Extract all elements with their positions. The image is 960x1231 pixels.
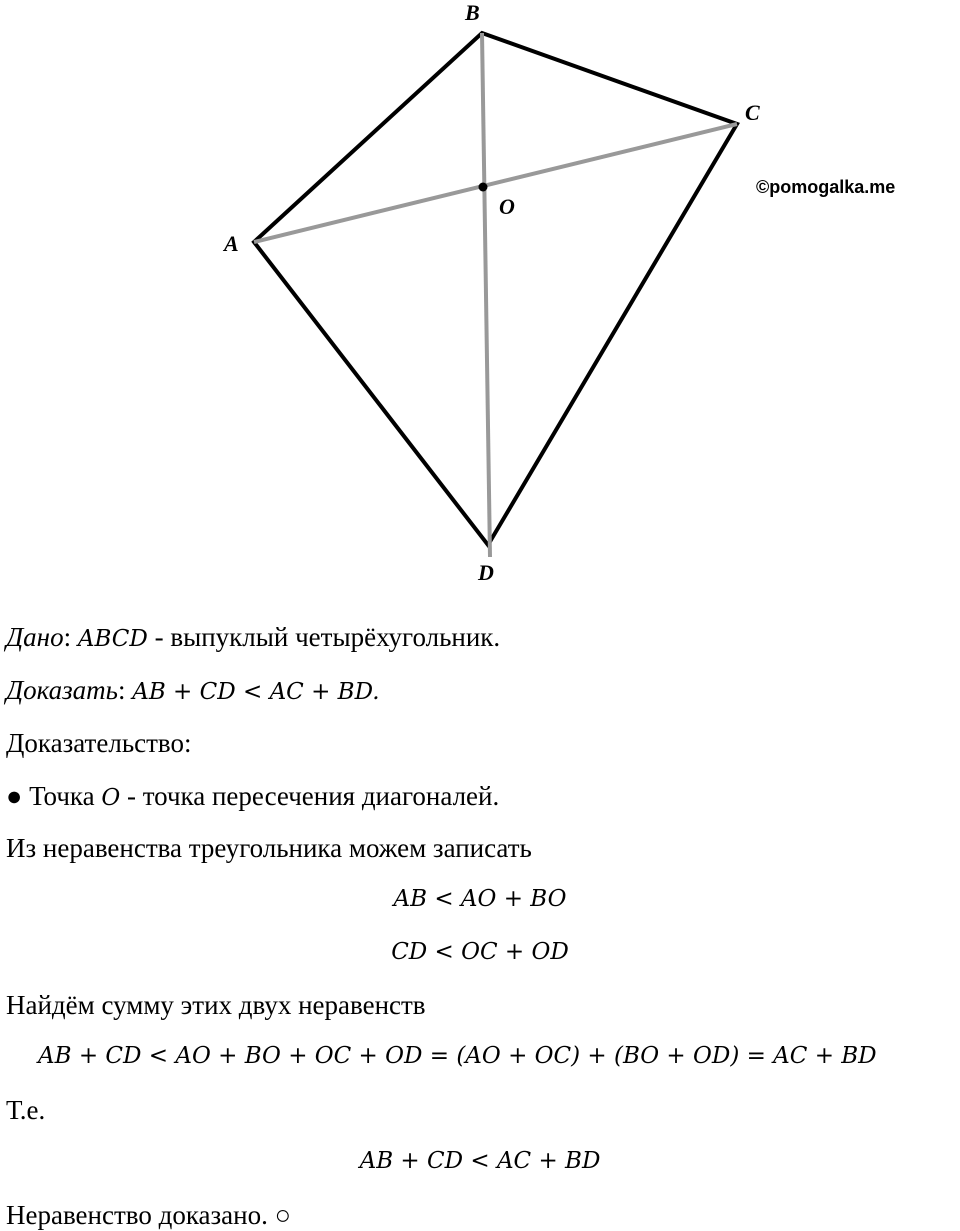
ie-line: Т.е. xyxy=(6,1095,46,1125)
vertex-label-a: A xyxy=(224,231,239,256)
given-line xyxy=(6,622,500,653)
diagonal-bd xyxy=(482,33,490,557)
prove-colon: : xyxy=(117,675,126,705)
inequality-1: AB < AO + BO xyxy=(393,886,567,912)
sum-equation: AB + CD < AO + BO + OC + OD = (AO + OC) + (BO + OD) = AC + BD xyxy=(38,1043,877,1069)
triangle-intro: Из неравенства треугольника можем записать xyxy=(6,833,532,863)
given-math: ABCD xyxy=(77,626,148,652)
vertex-label-b: B xyxy=(465,0,480,25)
conclusion-text: Неравенство доказано. xyxy=(6,1200,268,1230)
given-rest: - выпуклый четырёхугольник. xyxy=(147,622,501,652)
point-math: O xyxy=(101,785,121,811)
point-prefix: Точка xyxy=(22,781,102,811)
point-line xyxy=(6,781,499,812)
prove-label: Доказать xyxy=(6,675,118,705)
given-label: Дано xyxy=(6,622,64,652)
quadrilateral-sides xyxy=(254,33,737,545)
given-colon: : xyxy=(63,622,72,652)
quadrilateral-figure xyxy=(0,0,960,600)
point-o xyxy=(479,183,488,192)
prove-math: AB + CD < AC + BD xyxy=(132,679,373,705)
bullet: ● xyxy=(6,781,23,811)
end-mark: ○ xyxy=(274,1200,291,1230)
watermark: ©pomogalka.me xyxy=(756,177,896,197)
result-inequality: AB + CD < AC + BD xyxy=(359,1148,601,1174)
point-label-o: O xyxy=(499,194,515,219)
conclusion-line xyxy=(6,1200,291,1231)
vertex-label-c: C xyxy=(745,100,760,125)
proof-heading: Доказательство: xyxy=(6,728,192,758)
prove-line xyxy=(6,675,380,706)
point-rest: - точка пересечения диагоналей. xyxy=(120,781,500,811)
diagonal-ac xyxy=(254,124,737,242)
vertex-label-d: D xyxy=(478,560,494,585)
sum-intro: Найдём сумму этих двух неравенств xyxy=(6,990,426,1020)
prove-dot: . xyxy=(372,679,380,705)
inequality-2: CD < OC + OD xyxy=(391,939,569,965)
